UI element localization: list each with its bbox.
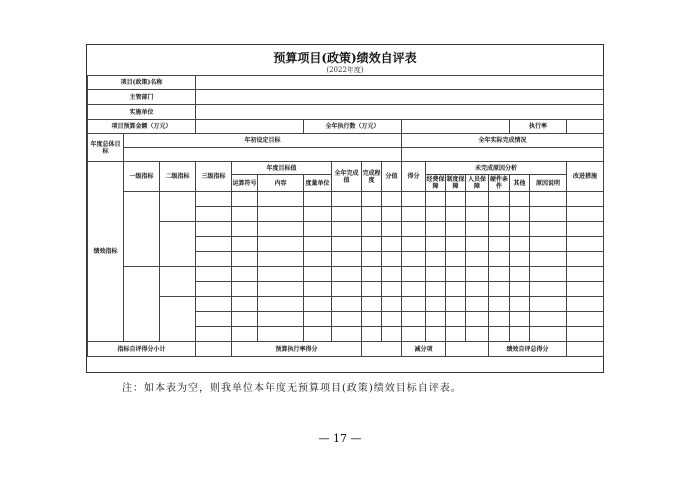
- table-cell: [382, 237, 402, 252]
- other-header: 其他: [510, 175, 530, 192]
- table-cell: [446, 267, 466, 282]
- table-cell: [466, 222, 489, 237]
- table-cell: [382, 312, 402, 327]
- table-cell: [382, 207, 402, 222]
- table-cell: [530, 282, 567, 297]
- annual-goal-label: 年度总体目标: [88, 134, 124, 162]
- table-cell: [402, 252, 426, 267]
- table-cell: [402, 282, 426, 297]
- table-cell: [332, 327, 362, 342]
- table-row: [88, 90, 604, 105]
- table-cell: [332, 267, 362, 282]
- table-cell: [510, 237, 530, 252]
- table-row: [88, 297, 604, 312]
- table-cell: [332, 312, 362, 327]
- table-cell: [446, 327, 466, 342]
- implementing-unit-label: 实施单位: [88, 105, 196, 120]
- form-title: 预算项目(政策)绩效自评表: [273, 51, 417, 65]
- table-cell: [426, 207, 446, 222]
- table-cell: [304, 327, 332, 342]
- execution-rate-value: [567, 120, 604, 134]
- table-cell: [446, 282, 466, 297]
- table-cell: [567, 207, 604, 222]
- annual-target-header: 年度目标值: [232, 162, 332, 175]
- table-cell: [510, 207, 530, 222]
- table-cell: [530, 252, 567, 267]
- table-cell: [510, 192, 530, 207]
- table-cell: [304, 192, 332, 207]
- perf-total-score-value: [567, 342, 604, 357]
- table-cell: [446, 192, 466, 207]
- budget-amount-label: 项目预算金额（万元）: [88, 120, 196, 134]
- table-cell: [402, 192, 426, 207]
- indicator-subtotal-label: 指标自评得分小计: [88, 342, 196, 357]
- table-cell: [489, 267, 510, 282]
- evaluation-table: [87, 75, 604, 357]
- funding-guarantee-header: 经费保障: [426, 176, 445, 190]
- table-cell: [258, 282, 304, 297]
- annual-executed-value: [402, 120, 510, 134]
- table-cell: [510, 312, 530, 327]
- table-row: [88, 148, 604, 162]
- table-cell: [426, 282, 446, 297]
- table-cell: [362, 297, 382, 312]
- table-row: [88, 162, 604, 175]
- table-cell: [196, 192, 232, 207]
- table-cell: [332, 252, 362, 267]
- table-cell: [382, 267, 402, 282]
- table-cell: [530, 312, 567, 327]
- competent-dept-label: 主管部门: [88, 90, 196, 105]
- table-cell: [124, 192, 160, 267]
- table-cell: [489, 282, 510, 297]
- table-cell: [489, 237, 510, 252]
- table-cell: [446, 297, 466, 312]
- table-cell: [304, 252, 332, 267]
- page-number: — 17 —: [318, 432, 362, 445]
- evaluation-form: [86, 44, 604, 373]
- table-cell: [160, 222, 196, 267]
- table-cell: [402, 237, 426, 252]
- content-header: 内容: [258, 175, 304, 192]
- table-cell: [426, 237, 446, 252]
- table-cell: [567, 222, 604, 237]
- deduction-label: 减分项: [402, 342, 446, 357]
- table-cell: [489, 297, 510, 312]
- table-cell: [382, 192, 402, 207]
- table-cell: [232, 252, 258, 267]
- score-header: 得分: [402, 162, 426, 192]
- table-cell: [426, 312, 446, 327]
- table-cell: [258, 192, 304, 207]
- table-cell: [402, 207, 426, 222]
- reason-analysis-header: 未完成原因分析: [426, 162, 567, 175]
- table-cell: [466, 237, 489, 252]
- table-cell: [304, 297, 332, 312]
- table-cell: [426, 252, 446, 267]
- table-cell: [196, 252, 232, 267]
- table-cell: [446, 312, 466, 327]
- table-cell: [232, 312, 258, 327]
- table-cell: [530, 327, 567, 342]
- score-value-header: 分值: [382, 162, 402, 192]
- table-cell: [332, 297, 362, 312]
- implementing-unit-value: [196, 105, 604, 120]
- operator-header: 运算符号: [232, 175, 258, 192]
- table-cell: [124, 267, 160, 342]
- table-cell: [567, 327, 604, 342]
- table-cell: [232, 237, 258, 252]
- footnote: 注：如本表为空，则我单位本年度无预算项目(政策)绩效目标自评表。: [122, 383, 462, 394]
- table-cell: [196, 312, 232, 327]
- level1-header: 一级指标: [124, 162, 160, 192]
- table-cell: [446, 237, 466, 252]
- table-cell: [530, 237, 567, 252]
- table-cell: [304, 237, 332, 252]
- actual-completion-value: [402, 148, 604, 162]
- table-cell: [426, 297, 446, 312]
- table-cell: [258, 252, 304, 267]
- table-row: [88, 192, 604, 207]
- table-cell: [362, 327, 382, 342]
- table-cell: [382, 297, 402, 312]
- table-cell: [510, 327, 530, 342]
- level2-header: 二级指标: [160, 162, 196, 192]
- completion-degree-header: 完成程度: [362, 162, 382, 192]
- table-cell: [304, 312, 332, 327]
- table-cell: [402, 327, 426, 342]
- deduction-value: [446, 342, 489, 357]
- table-row: [88, 267, 604, 282]
- table-cell: [466, 312, 489, 327]
- indicator-subtotal-value: [196, 342, 232, 357]
- table-cell: [530, 192, 567, 207]
- table-cell: [382, 282, 402, 297]
- table-cell: [530, 207, 567, 222]
- table-cell: [258, 327, 304, 342]
- table-cell: [362, 282, 382, 297]
- table-cell: [446, 252, 466, 267]
- table-cell: [196, 237, 232, 252]
- table-cell: [196, 297, 232, 312]
- table-cell: [489, 222, 510, 237]
- table-cell: [304, 282, 332, 297]
- table-cell: [258, 207, 304, 222]
- table-cell: [402, 297, 426, 312]
- table-cell: [466, 252, 489, 267]
- table-cell: [489, 192, 510, 207]
- annual-set-goal-value: [124, 148, 402, 162]
- hardware-header: 硬件条件: [490, 176, 509, 190]
- table-cell: [362, 267, 382, 282]
- table-cell: [466, 282, 489, 297]
- table-cell: [232, 222, 258, 237]
- table-cell: [567, 237, 604, 252]
- table-cell: [258, 312, 304, 327]
- table-cell: [304, 222, 332, 237]
- table-cell: [258, 237, 304, 252]
- table-cell: [402, 267, 426, 282]
- budget-exec-score-value: [362, 342, 402, 357]
- table-row: [88, 120, 604, 134]
- unit-header: 度量单位: [304, 175, 332, 192]
- table-cell: [362, 252, 382, 267]
- table-cell: [362, 237, 382, 252]
- form-year: (2022年度): [326, 66, 364, 74]
- table-cell: [567, 297, 604, 312]
- reason-explanation-header: 原因说明: [530, 175, 567, 192]
- table-cell: [196, 222, 232, 237]
- table-cell: [446, 207, 466, 222]
- table-cell: [196, 267, 232, 282]
- table-cell: [510, 297, 530, 312]
- table-row: [88, 222, 604, 237]
- actual-completion-label: 全年实际完成情况: [402, 134, 604, 148]
- table-cell: [466, 207, 489, 222]
- table-cell: [232, 297, 258, 312]
- table-cell: [196, 207, 232, 222]
- table-cell: [510, 267, 530, 282]
- table-cell: [567, 192, 604, 207]
- table-cell: [258, 222, 304, 237]
- table-cell: [232, 207, 258, 222]
- table-cell: [567, 252, 604, 267]
- table-cell: [332, 207, 362, 222]
- table-cell: [466, 327, 489, 342]
- table-cell: [196, 327, 232, 342]
- table-cell: [362, 207, 382, 222]
- annual-completed-header: 全年完成值: [332, 162, 362, 192]
- table-cell: [466, 192, 489, 207]
- table-cell: [232, 267, 258, 282]
- table-cell: [362, 222, 382, 237]
- table-cell: [362, 312, 382, 327]
- table-cell: [489, 312, 510, 327]
- table-cell: [332, 282, 362, 297]
- budget-exec-score-label: 预算执行率得分: [232, 342, 362, 357]
- table-row: [88, 76, 604, 90]
- table-cell: [382, 327, 402, 342]
- table-cell: [382, 222, 402, 237]
- competent-dept-value: [196, 90, 604, 105]
- annual-set-goal-label: 年初设定目标: [124, 134, 402, 148]
- improvement-header: 改进措施: [567, 162, 604, 192]
- table-cell: [382, 252, 402, 267]
- system-guarantee-header: 制度保障: [446, 176, 465, 190]
- project-name-value: [196, 76, 604, 90]
- table-cell: [446, 222, 466, 237]
- table-cell: [489, 327, 510, 342]
- table-cell: [426, 327, 446, 342]
- table-cell: [402, 222, 426, 237]
- table-cell: [567, 282, 604, 297]
- table-cell: [426, 222, 446, 237]
- table-cell: [510, 222, 530, 237]
- table-cell: [567, 267, 604, 282]
- table-cell: [196, 282, 232, 297]
- table-cell: [426, 192, 446, 207]
- table-cell: [304, 267, 332, 282]
- execution-rate-label: 执行率: [510, 120, 567, 134]
- table-cell: [232, 282, 258, 297]
- table-cell: [466, 297, 489, 312]
- table-cell: [258, 267, 304, 282]
- table-cell: [567, 312, 604, 327]
- table-row: [88, 105, 604, 120]
- staff-guarantee-header: 人员保障: [466, 175, 489, 192]
- budget-amount-value: [196, 120, 304, 134]
- table-cell: [510, 282, 530, 297]
- table-row: [88, 342, 604, 357]
- table-cell: [160, 192, 196, 222]
- table-cell: [232, 327, 258, 342]
- annual-executed-label: 全年执行数（万元）: [304, 120, 402, 134]
- table-cell: [466, 267, 489, 282]
- table-cell: [332, 222, 362, 237]
- table-cell: [489, 207, 510, 222]
- table-cell: [160, 267, 196, 297]
- level3-header: 三级指标: [196, 162, 232, 192]
- table-cell: [232, 192, 258, 207]
- table-cell: [402, 312, 426, 327]
- perf-total-score-label: 绩效自评总得分: [489, 342, 567, 357]
- table-cell: [332, 192, 362, 207]
- table-cell: [304, 207, 332, 222]
- table-cell: [510, 252, 530, 267]
- table-cell: [362, 192, 382, 207]
- table-cell: [426, 267, 446, 282]
- project-name-label: 项目(政策)名称: [88, 76, 196, 90]
- table-cell: [530, 297, 567, 312]
- table-cell: [332, 237, 362, 252]
- table-cell: [530, 222, 567, 237]
- table-cell: [530, 267, 567, 282]
- table-cell: [489, 252, 510, 267]
- perf-indicators-label: 绩效指标: [88, 162, 124, 342]
- table-row: [88, 134, 604, 148]
- table-cell: [160, 297, 196, 342]
- table-cell: [258, 297, 304, 312]
